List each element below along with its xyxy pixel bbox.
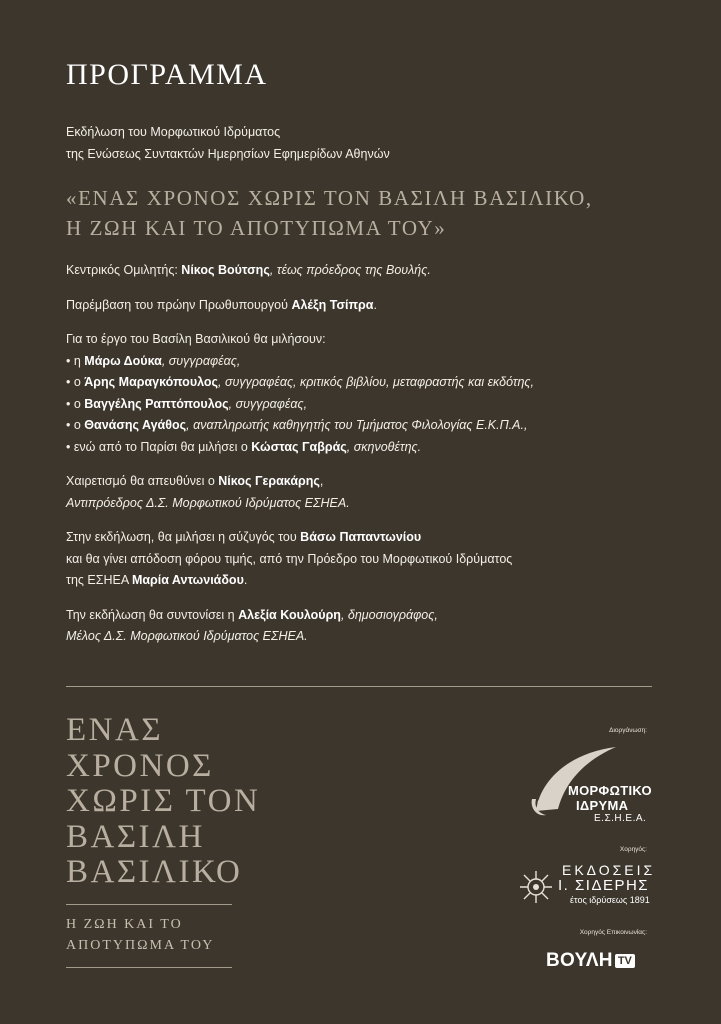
keynote-label: Κεντρικός Ομιλητής: bbox=[66, 263, 182, 277]
spouse-paragraph bbox=[66, 527, 666, 592]
sponsor-logo-line: ΕΚΔΟΣΕΙΣ bbox=[562, 862, 656, 878]
keynote-role: , τέως πρόεδρος της Βουλής. bbox=[269, 263, 431, 277]
greeting-role: Αντιπρόεδρος Δ.Σ. Μορφωτικού Ιδρύματος ΕΣΗΕΑ. bbox=[66, 495, 350, 510]
organizer-logo-line: ΜΟΡΦΩΤΙΚΟ bbox=[568, 783, 652, 798]
big-subtitle-line: Η ΖΩΗ ΚΑΙ ΤΟ bbox=[66, 917, 183, 932]
spouse-text: Στην εκδήλωση, θα μιλήσει η σύζυγός του bbox=[66, 530, 301, 544]
speaker-prefix: • ενώ από το Παρίσι θα μιλήσει ο bbox=[66, 439, 252, 454]
spouse-line: και θα γίνει απόδοση φόρου τιμής, από την Πρόεδρο του Μορφωτικού Ιδρύματος bbox=[66, 551, 513, 566]
speaker-prefix: • ο bbox=[66, 396, 85, 411]
organizer-logo-line: Ε.Σ.Η.Ε.Α. bbox=[594, 813, 647, 824]
speaker-name: Θανάσης Αγάθος bbox=[84, 418, 187, 432]
intervention-text: Παρέμβαση του πρώην Πρωθυπουργού bbox=[66, 297, 292, 312]
event-headline bbox=[66, 183, 593, 243]
subtitle-rule-bottom bbox=[66, 967, 232, 968]
sponsor-emblem-icon bbox=[514, 865, 558, 909]
speaker-role: , συγγραφέας, bbox=[228, 396, 308, 411]
greeting-name: Νίκος Γερακάρης bbox=[218, 474, 320, 488]
spouse-line3: της ΕΣΗΕΑ bbox=[66, 573, 132, 587]
speaker-role: , σκηνοθέτης. bbox=[346, 439, 422, 454]
moderator-role2: Μέλος Δ.Σ. Μορφωτικού Ιδρύματος ΕΣΗΕΑ. bbox=[66, 629, 308, 643]
greeting-text: Χαιρετισμό θα απευθύνει ο bbox=[66, 474, 219, 488]
big-title bbox=[66, 713, 260, 891]
intro-line: Εκδήλωση του Μορφωτικού Ιδρύματος bbox=[66, 125, 281, 139]
spouse-name: Βάσω Παπαντωνίου bbox=[300, 530, 422, 544]
speaker-name: Βαγγέλης Ραπτόπουλος bbox=[84, 396, 229, 411]
big-title-line: ΒΑΣΙΛΗ bbox=[66, 818, 205, 855]
organizer-logo bbox=[528, 741, 658, 831]
speaker-name: Κώστας Γαβράς bbox=[251, 439, 347, 454]
speakers-paragraph bbox=[66, 329, 666, 458]
speaker-item bbox=[66, 394, 666, 416]
headline-line: Η ΖΩΗ ΚΑΙ ΤΟ ΑΠΟΤΥΠΩΜΑ ΤΟΥ» bbox=[66, 216, 447, 240]
spouse-end: . bbox=[243, 573, 248, 587]
sponsor-logo-line: Ι. ΣΙΔΕΡΗΣ bbox=[558, 877, 650, 894]
speaker-role: , συγγραφέας, κριτικός βιβλίου, μεταφραστής και εκδότης, bbox=[218, 375, 534, 389]
media-logo-tv: TV bbox=[615, 954, 635, 968]
keynote-paragraph bbox=[66, 260, 666, 282]
program-body bbox=[66, 260, 666, 661]
event-intro bbox=[66, 121, 390, 165]
spouse-line bbox=[66, 570, 666, 592]
keynote-name: Νίκος Βούτσης bbox=[181, 263, 270, 277]
greeting-end: , bbox=[319, 474, 324, 488]
big-title-line: ΧΩΡΙΣ ΤΟΝ bbox=[66, 783, 261, 819]
speaker-prefix: • ο bbox=[66, 418, 85, 432]
speaker-prefix: • ο bbox=[66, 375, 85, 389]
moderator-text: Την εκδήλωση θα συντονίσει η bbox=[66, 607, 239, 622]
sponsor-label: Χορηγός: bbox=[619, 846, 647, 853]
intervention-name: Αλέξη Τσίπρα bbox=[291, 297, 374, 312]
intervention-end: . bbox=[373, 297, 377, 312]
speaker-prefix: • η bbox=[66, 353, 85, 368]
sponsor-logo-line: έτος ιδρύσεως 1891 bbox=[570, 895, 650, 905]
sponsor-logo bbox=[512, 862, 656, 912]
media-logo-word: ΒΟΥΛΗ bbox=[546, 950, 613, 971]
big-subtitle bbox=[66, 914, 214, 956]
subtitle-rule-top bbox=[66, 904, 232, 905]
moderator-role: , δημοσιογράφος, bbox=[340, 607, 438, 622]
speaker-item bbox=[66, 351, 666, 373]
organizer-label: Διοργάνωση: bbox=[609, 727, 647, 734]
organizer-logo-line: ΙΔΡΥΜΑ bbox=[576, 798, 629, 813]
speaker-role: , συγγραφέας, bbox=[161, 353, 241, 368]
greeting-role-line bbox=[66, 493, 666, 515]
page-title: ΠΡΟΓΡΑΜΜΑ bbox=[66, 58, 268, 91]
big-title-line: ΧΡΟΝΟΣ bbox=[66, 747, 214, 784]
speaker-item bbox=[66, 415, 666, 437]
big-title-line: ΕΝΑΣ bbox=[66, 712, 164, 748]
intervention-paragraph bbox=[66, 295, 666, 317]
moderator-role-line bbox=[66, 626, 666, 648]
big-title-line: ΒΑΣΙΛΙΚΟ bbox=[66, 854, 243, 890]
president-name: Μαρία Αντωνιάδου bbox=[131, 573, 244, 587]
speaker-item bbox=[66, 437, 666, 459]
divider bbox=[66, 686, 652, 687]
media-sponsor-logo bbox=[546, 949, 635, 973]
moderator-name: Αλεξία Κουλούρη bbox=[238, 607, 341, 622]
speaker-name: Άρης Μαραγκόπουλος bbox=[84, 375, 219, 389]
greeting-paragraph bbox=[66, 471, 666, 514]
speaker-role: , αναπληρωτής καθηγητής του Τμήματος Φιλολογίας Ε.Κ.Π.Α., bbox=[186, 418, 528, 432]
big-subtitle-line: ΑΠΟΤΥΠΩΜΑ ΤΟΥ bbox=[66, 938, 215, 953]
moderator-paragraph bbox=[66, 605, 666, 648]
speakers-intro: Για το έργο του Βασίλη Βασιλικού θα μιλήσουν: bbox=[66, 332, 326, 346]
intro-line: της Ενώσεως Συντακτών Ημερησίων Εφημερίδων Αθηνών bbox=[66, 147, 390, 161]
headline-line: «ΕΝΑΣ ΧΡΟΝΟΣ ΧΩΡΙΣ ΤΟΝ ΒΑΣΙΛΗ ΒΑΣΙΛΙΚΟ, bbox=[66, 186, 593, 210]
media-sponsor-label: Χορηγός Επικοινωνίας: bbox=[579, 929, 647, 936]
speaker-item bbox=[66, 372, 666, 394]
speaker-name: Μάρω Δούκα bbox=[84, 353, 162, 368]
